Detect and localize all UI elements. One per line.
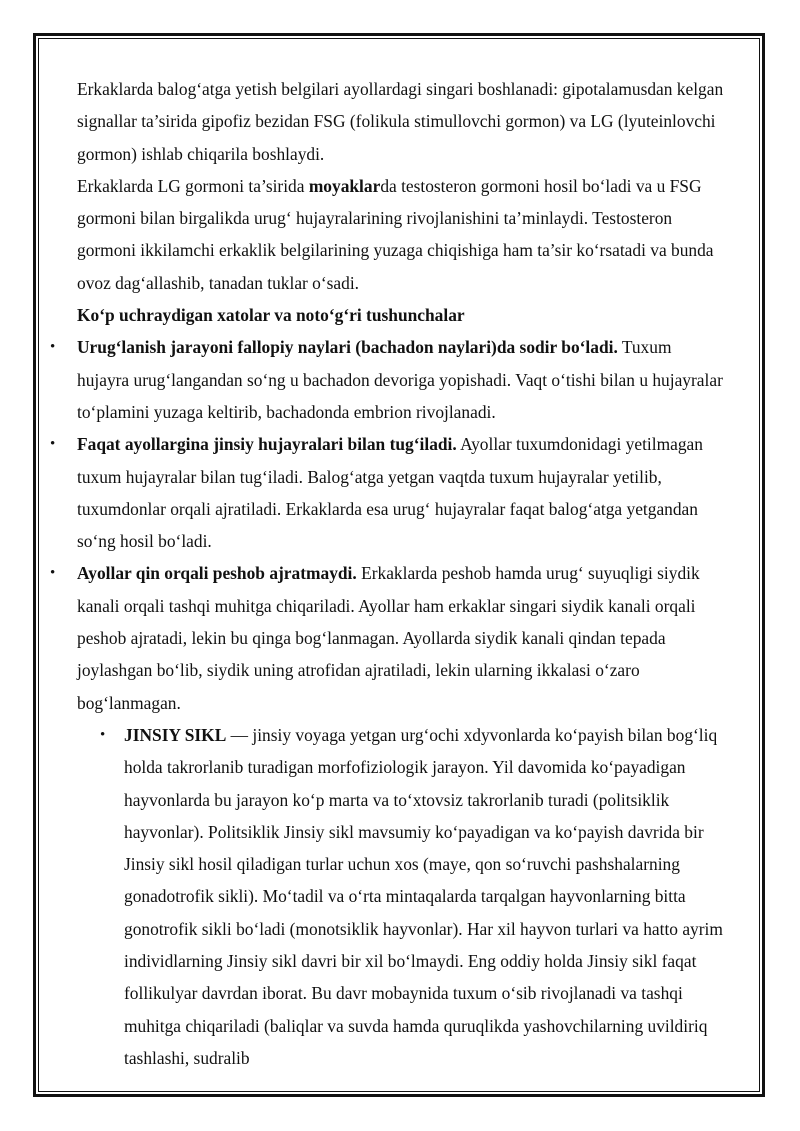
paragraph-lg-bold: moyaklar (308, 175, 381, 196)
list-item (50, 428, 727, 557)
paragraph-intro: Erkaklarda balog‘atga yetish belgilari ayollardagi singari boshlanadi: gipotalamusdan kelgan signallar ta’sirida gipofiz bezidan FSG (folikula stimullovchi gormon) va LG (lyuteinlovchi gormon) ishlab chiqarila boshlaydi. (77, 79, 724, 164)
list-item-text: Tuxum hujayra urug‘langandan so‘ng u bachadon devoriga yopishadi. Vaqt o‘tishi bilan u hujayralar to‘plamini yuzaga keltirib, bachadonda embrion rivojlanadi. (77, 337, 723, 422)
paragraph-lg-after: da testosteron gormoni hosil bo‘ladi va u FSG gormoni bilan birgalikda urug‘ hujayralarining rivojlanishini ta’minlaydi. Testosteron gormoni ikkilamchi erkaklik belgilarining yuzaga chiqishiga ham ta’sir ko‘rsatadi va bunda ovoz dag‘allashib, tanadan tuklar o‘sadi. (77, 175, 714, 293)
paragraph-lg-before: Erkaklarda LG gormoni ta’sirida (77, 175, 309, 196)
section-heading (77, 299, 727, 331)
list-item (50, 557, 727, 718)
bullet-icon: • (100, 726, 106, 743)
bullet-icon: • (50, 339, 56, 356)
bullet-icon: • (50, 565, 56, 582)
section-heading-text: Ko‘p uchraydigan xatolar va noto‘g‘ri tushunchalar (77, 305, 465, 326)
list-item-bold: Ayollar qin orqali peshob ajratmaydi. (77, 563, 357, 584)
paragraph-lg-hormone (77, 170, 727, 299)
list-item-text: Ayollar tuxumdonidagi yetilmagan tuxum hujayralar bilan tug‘iladi. Balog‘atga yetgan vaqtda tuxum hujayralar yetilib, tuxumdonlar orqali ajratiladi. Erkaklarda esa urug‘ hujayralar faqat balog‘atga yetgandan so‘ng hosil bo‘ladi. (77, 434, 703, 552)
list-item (50, 331, 727, 428)
list-item-bold: Faqat ayollargina jinsiy hujayralari bilan tug‘iladi. (77, 434, 457, 455)
sub-list-item-text: — jinsiy voyaga yetgan urg‘ochi xdyvonlarda ko‘payish bilan bog‘liq holda takrorlanib turadigan morfofiziologik jarayon. Yil davomida ko‘payadigan hayvonlarda bu jarayon ko‘p marta va to‘xtovsiz takrorlanib turadi (politsiklik hayvonlar). Politsiklik Jinsiy sikl mavsumiy ko‘payadigan va ko‘payish davrida bir Jinsiy sikl hosil qiladigan turlar uchun xos (maye, qon so‘ruvchi pashshalarning gonadotrofik sikli). Mo‘tadil va o‘rta mintaqalarda tarqalgan hayvonlarning bitta gonotrofik sikli bo‘ladi (monotsiklik hayvonlar). Har xil hayvon turlari va hatto ayrim individlarning Jinsiy sikl davri bir xil bo‘lmaydi. Eng oddiy holda Jinsiy sikl faqat follikulyar davrdan iborat. Bu davr mobaynida tuxum o‘sib rivojlanadi va tashqi muhitga chiqariladi (baliqlar va suvda hamda quruqlikda yashovchilarning uvildiriq tashlashi, sudralib (124, 724, 723, 1068)
sub-list-item-bold: JINSIY SIKL (124, 724, 227, 745)
list-item-text: Erkaklarda peshob hamda urug‘ suyuqligi siydik kanali orqali tashqi muhitga chiqariladi. Ayollar ham erkaklar singari siydik kanali orqali peshob ajratadi, lekin bu qinga bog‘lanmagan. Ayollarda siydik kanali qindan tepada joylashgan bo‘lib, siydik uning atrofidan ajratiladi, lekin ularning ikkalasi o‘zaro bog‘lanmagan. (77, 563, 700, 713)
document-body (50, 73, 727, 1074)
bullet-icon: • (50, 436, 56, 453)
sub-list-item (100, 719, 727, 1074)
list-item-bold: Urug‘lanish jarayoni fallopiy naylari (bachadon naylari)da sodir bo‘ladi. (77, 337, 618, 358)
